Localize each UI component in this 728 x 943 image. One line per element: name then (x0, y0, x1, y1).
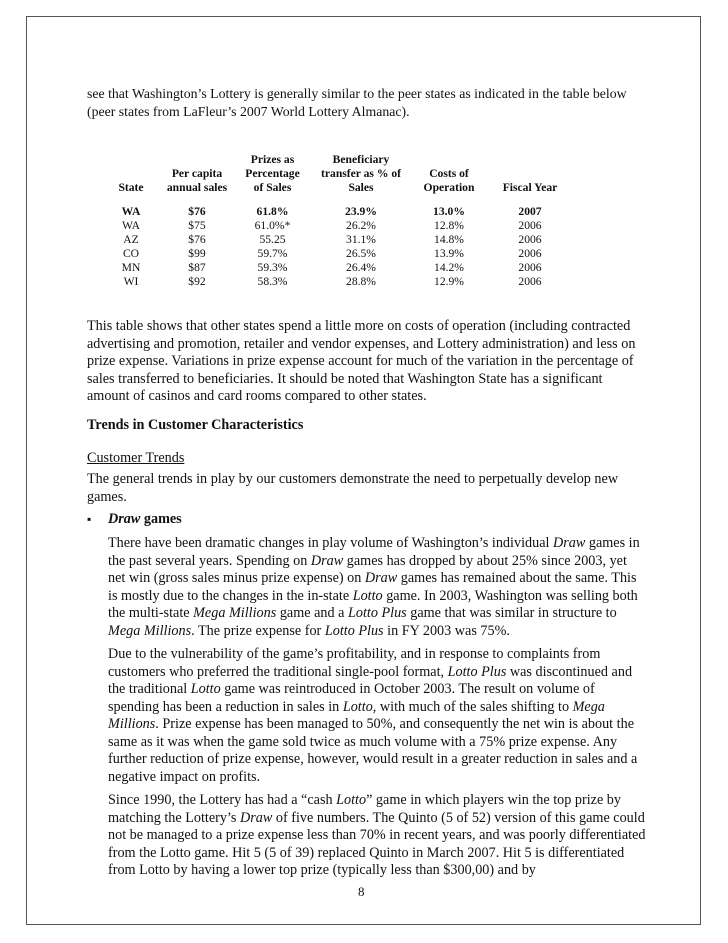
section-heading (87, 417, 647, 434)
header-per-capita: Per capita annual sales (166, 167, 228, 194)
table-row (102, 247, 573, 261)
table-cell: 2006 (518, 275, 542, 288)
section-heading-text: Trends in Customer Characteristics (87, 417, 304, 433)
header-beneficiary: Beneficiary transfer as % of Sales (321, 153, 401, 194)
bullet-title (108, 511, 182, 528)
header-prizes: Prizes as Percentage of Sales (245, 153, 300, 194)
draw-paragraph-1: There have been dramatic changes in play volume of Washington’s individual Draw games in the past several years. Spending on Draw games has dropped by about 25% since 2003, yet net win (gross sales minus prize expense) on Draw games has remained about the same. This is mostly due to the changes in the in-state Lotto game. In 2003, Washington was selling both the multi-state Mega Millions game and a Lotto Plus game that was similar in structure to Mega Millions. The prize expense for Lotto Plus in FY 2003 was 75%. (108, 535, 640, 639)
table-cell: 23.9% (345, 205, 377, 218)
table-cell: 61.8% (256, 205, 289, 218)
table-cell: WA (121, 219, 141, 232)
table-cell: 13.0% (433, 205, 465, 218)
header-fiscal-year: Fiscal Year (502, 181, 558, 194)
table-cell: 26.2% (346, 219, 376, 232)
table-cell: 13.9% (434, 247, 464, 260)
general-trends-paragraph (87, 471, 647, 506)
intro-paragraph (87, 85, 647, 120)
table-row (102, 261, 573, 275)
table-row (102, 233, 573, 247)
table-header-row (102, 153, 573, 195)
table-cell: 14.8% (434, 233, 464, 246)
table-cell: 28.8% (346, 275, 376, 288)
table-cell: 2006 (518, 247, 542, 260)
table-cell: 58.3% (257, 275, 288, 288)
table-cell: 12.9% (434, 275, 464, 288)
table-cell: $99 (188, 247, 206, 260)
table-cell: 59.3% (257, 261, 288, 274)
table-cell: $75 (188, 219, 206, 232)
table-cell: 2006 (518, 261, 542, 274)
table-cell: 26.5% (346, 247, 376, 260)
table-cell: 2006 (518, 219, 542, 232)
table-cell: $76 (188, 233, 206, 246)
table-row (102, 219, 573, 233)
table-cell: 2006 (518, 233, 542, 246)
table-cell: WI (123, 275, 139, 288)
table-cell: 14.2% (434, 261, 464, 274)
peer-states-table (102, 153, 573, 289)
table-cell: $87 (188, 261, 206, 274)
draw-games-body (108, 535, 646, 886)
table-cell: $92 (188, 275, 206, 288)
analysis-paragraph (87, 318, 647, 406)
bullet-title-rest: games (140, 511, 182, 527)
table-row (102, 195, 573, 219)
subheading-text: Customer Trends (87, 450, 185, 466)
draw-paragraph-2: Due to the vulnerability of the game’s profitability, and in response to complaints from customers who preferred the traditional single-pool format, Lotto Plus was discontinued and the traditional Lotto game was reintroduced in October 2003. The result on volume of spending has been a reduction in sales in Lotto, with much of the sales shifting to Mega Millions. Prize expense has been managed to 50%, and consequently the net win is about the same as it was when the game sold twice as much volume with a 75% prize expense. Any further reduction of prize expense, however, would result in a greater reduction in sales and a negative impact on profits. (108, 646, 638, 785)
subheading (87, 449, 647, 467)
table-cell: 59.7% (257, 247, 288, 260)
table-cell: 2007 (518, 205, 542, 218)
table-cell: CO (122, 247, 140, 260)
header-costs: Costs of Operation (423, 167, 475, 194)
table-cell: 12.8% (434, 219, 464, 232)
bullet-title-em: Draw (108, 511, 141, 527)
general-trends-text: The general trends in play by our customers demonstrate the need to perpetually develop new games. (87, 471, 619, 505)
table-cell: 31.1% (346, 233, 376, 246)
table-cell: 26.4% (346, 261, 376, 274)
intro-text: see that Washington’s Lottery is generally similar to the peer states as indicated in the table below (peer states from LaFleur’s 2007 World Lottery Almanac). (87, 86, 627, 119)
table-cell: 55.25 (259, 233, 286, 246)
table-cell: MN (121, 261, 141, 274)
table-cell: $76 (188, 205, 206, 218)
bullet-square-icon: ▪ (87, 512, 92, 526)
table-cell: WA (121, 205, 141, 218)
page-number: 8 (358, 884, 365, 899)
draw-paragraph-3: Since 1990, the Lottery has had a “cash Lotto” game in which players win the top prize by matching the Lottery’s Draw of five numbers. The Quinto (5 of 52) version of this game could not be managed to a prize expense less than 70% in recent years, and was poorly differentiated from the Lotto game. Hit 5 (5 of 39) replaced Quinto in March 2007. Hit 5 is differentiated from Lotto by having a lower top prize (typically less than $300,00) and by (108, 792, 646, 878)
table-row (102, 275, 573, 289)
header-state: State (118, 181, 144, 194)
table-cell: AZ (123, 233, 139, 246)
analysis-text: This table shows that other states spend a little more on costs of operation (including contracted advertising and promotion, retailer and vendor expenses, and Lottery administration) and less on prize expense. Variations in prize expense account for much of the variation in the percentage of sales transferred to beneficiaries. It should be noted that Washington State has a significant amount of casinos and card rooms compared to other states. (87, 318, 636, 404)
table-cell: 61.0%* (254, 219, 291, 232)
